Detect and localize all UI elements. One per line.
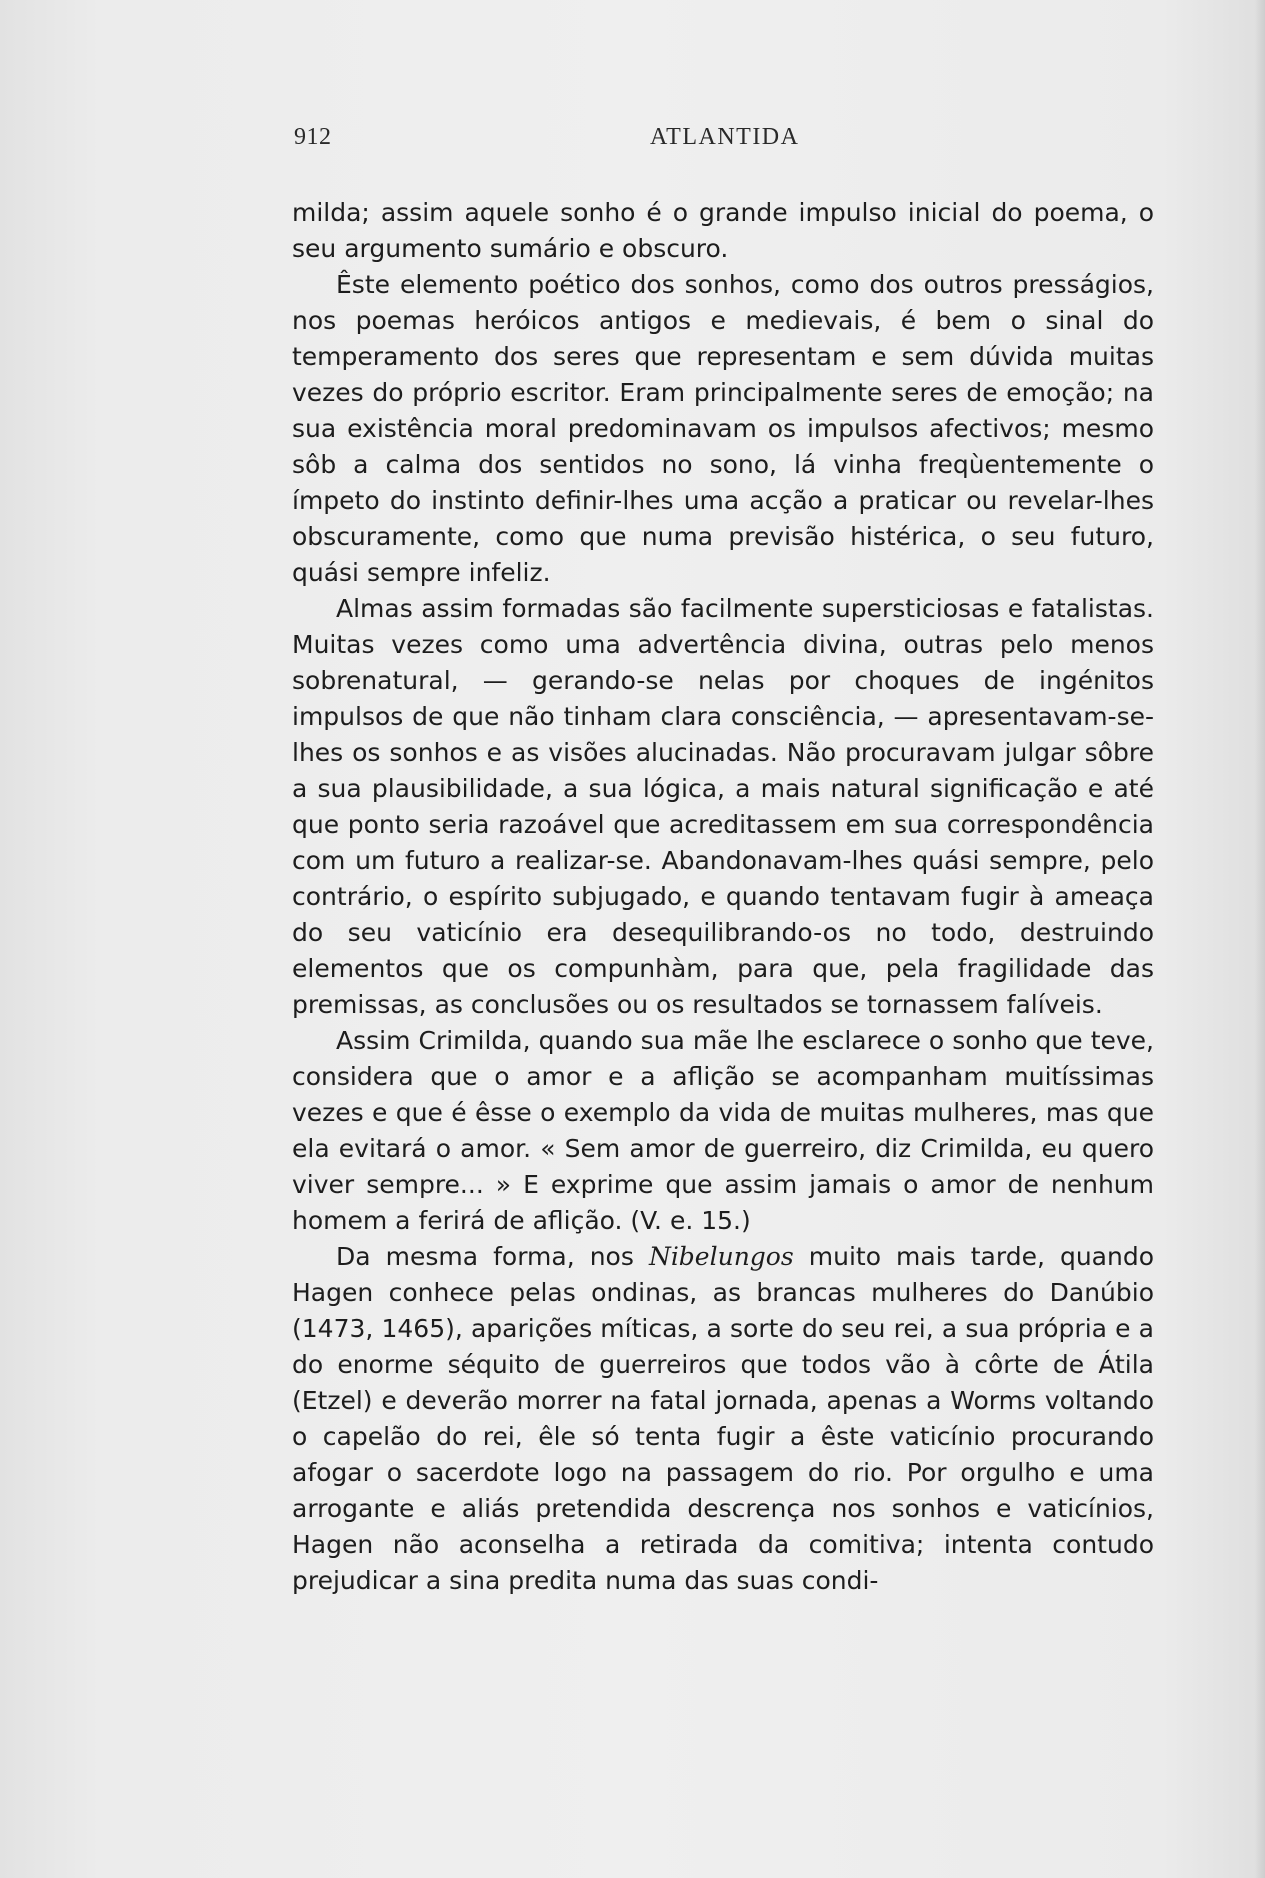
paragraph-3: Almas assim formadas são facilmente supersticiosas e fatalistas. Muitas vezes como uma advertência divina, outras pelo menos sobrenatural, — gerando-se nelas por choques de ingénitos impulsos de que não tinham clara consciência, — apresentavam-se-lhes os sonhos e as visões alucinadas. Não procuravam julgar sôbre a sua plausibilidade, a sua lógica, a mais natural significação e até que ponto seria razoável que acreditassem em sua correspondência com um futuro a realizar-se. Abandonavam-lhes quási sempre, pelo contrário, o espírito subjugado, e quando tentavam fugir à ameaça do seu vaticínio era desequilibrando-os no todo, destruindo elementos que os compunhàm, para que, pela fragilidade das premissas, as conclusões ou os resultados se tornassem falíveis. (292, 594, 1154, 1019)
paragraph-4: Assim Crimilda, quando sua mãe lhe esclarece o sonho que teve, considera que o amor e a aflição se acompanham muitíssimas vezes e que é êsse o exemplo da vida de muitas mulheres, mas que ela evitará o amor. « Sem amor de guerreiro, diz Crimilda, eu quero viver sempre... » E exprime que assim jamais o amor de nenhum homem a ferirá de aflição. (V. e. 15.) (292, 1026, 1154, 1235)
running-title: ATLANTIDA (650, 124, 800, 150)
paragraph-5-rest: muito mais tarde, quando Hagen conhece pelas ondinas, as brancas mulheres do Danúbio (1473, 1465), aparições míticas, a sorte do seu rei, a sua própria e a do enorme séquito de guerreiros que todos vão à côrte de Átila (Etzel) e deverão morrer na fatal jornada, apenas a Worms voltando o capelão do rei, êle só tenta fugir a êste vaticínio procurando afogar o sacerdote logo na passagem do rio. Por orgulho e uma arrogante e aliás pretendida descrença nos sonhos e vaticínios, Hagen não aconselha a retirada da comitiva; intenta contudo prejudicar a sina predita numa das suas condi- (292, 1242, 1154, 1595)
paragraph-5 (292, 1239, 1154, 1599)
page-header (294, 124, 1154, 160)
paragraph-2: Êste elemento poético dos sonhos, como dos outros presságios, nos poemas heróicos antigos e medievais, é bem o sinal do temperamento dos seres que representam e sem dúvida muitas vezes do próprio escritor. Eram principalmente seres de emoção; na sua existência moral predominavam os impulsos afectivos; mesmo sôb a calma dos sentidos no sono, lá vinha freqùentemente o ímpeto do instinto definir-lhes uma acção a praticar ou revelar-lhes obscuramente, como que numa previsão histérica, o seu futuro, quási sempre infeliz. (292, 270, 1154, 587)
body-text (292, 195, 1154, 1599)
paragraph-5-lead: Da mesma forma, nos (336, 1242, 649, 1271)
page-edge-shadow (1255, 0, 1265, 1878)
italic-title-nibelungos: Nibelungos (648, 1242, 794, 1271)
page-number: 912 (294, 124, 332, 150)
paragraph-1: milda; assim aquele sonho é o grande impulso inicial do poema, o seu argumento sumário e obscuro. (292, 198, 1154, 263)
